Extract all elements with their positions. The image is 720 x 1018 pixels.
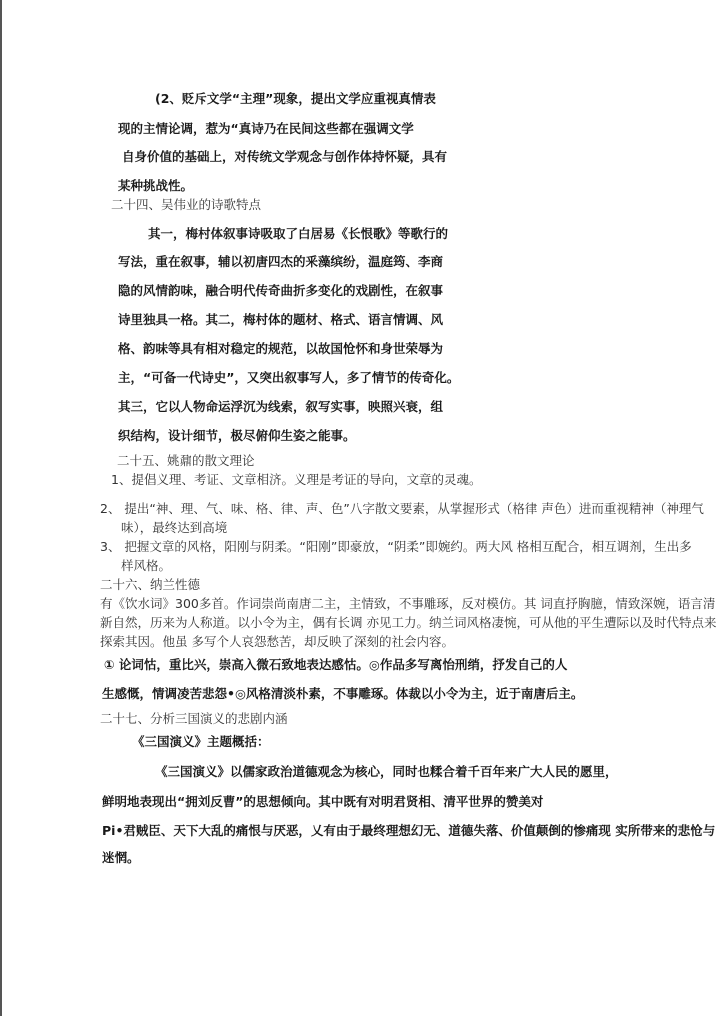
text-line: 2、 提出“神、理、气、味、格、律、声、色”八字散文要素，从掌握形式（格律 声色）进而重视精神（神理气 [100, 501, 704, 516]
text-line: 某种挑战性。 [118, 178, 194, 193]
text-line: 有《饮水词》300多首。作词崇尚南唐二主，主情致，不事雕琢，反对模仿。其 词直抒胸臆，情致深婉，语言清 [100, 596, 716, 611]
text-line: 现的主情论调，惹为“真诗乃在民间这些都在强调文学 [118, 121, 414, 136]
text-line: 味），最终达到高境 [121, 520, 228, 535]
text-line: 《三国演义》以儒家政治道德观念为核心，同时也糅合着千百年来广大人民的愿里， [155, 764, 618, 779]
text-line: 迷惘。 [102, 850, 140, 865]
section-heading: 二十七、分析三国演义的悲剧内涵 [100, 711, 288, 726]
text-line: 《三国演义》主题概括： [132, 734, 270, 749]
text-line: 写法，重在叙事，辅以初唐四杰的釆藻缤纷，温庭筠、李商 [118, 254, 444, 269]
text-line: 织结构，设计细节，极尽俯仰生姿之能事。 [118, 428, 356, 443]
text-line: 鲜明地表现出“拥刘反曹”的思想倾向。其中既有对明君贤相、清平世界的赞美对 [102, 794, 544, 809]
section-heading: 二十六、纳兰性德 [100, 577, 201, 592]
text-line: 其一，梅村体叙事诗吸取了白居易《长恨歌》等歌行的 [148, 226, 449, 241]
text-line: 3、 把握文章的风格，阳刚与阴柔。“阳刚”即豪放，“阴柔”即婉约。两大风 格相互配合，相互调剂，生出多 [100, 539, 692, 554]
text-line: 1、提倡义理、考证、文章相济。义理是考证的导向，文章的灵魂。 [111, 472, 482, 487]
text-line: Pi•君贼臣、天下大乱的痛恨与厌恶，乂有由于最终理想幻无、道德失落、价值颠倒的惨痛现 实所带来的悲怆与 [102, 823, 716, 838]
text-line: ① 论词怙，重比兴，崇高入微石致地表达感怙。◎作品多写离怡刑绡，抒发自己的人 [104, 657, 568, 672]
text-line: 格、韵味等具有相对稳定的规范，以故国怆怀和身世荣辱为 [118, 341, 444, 356]
text-line: 样风格。 [121, 558, 172, 573]
section-heading: 二十四、吴伟业的诗歌特点 [111, 197, 262, 212]
text-line: 探索其因。他虽 多写个人哀怨愁苦，却反映了深刻的社会内容。 [100, 634, 454, 649]
text-line: 诗里独具一格。其二，梅村体的题材、格式、语言情调、风 [118, 312, 444, 327]
text-line: 主，“可备一代诗史”，又突出叙事写人，多了情节的传奇化。 [118, 370, 460, 385]
text-line: 隐的风情韵味，融合明代传奇曲折多变化的戏剧性，在叙事 [118, 283, 444, 298]
text-line: 新自然，历来为人称道。以小令为主，偶有长调 亦见工力。纳兰词风格凄惋，可从他的平生遭际以及时代特点来 [100, 615, 717, 630]
section-heading: 二十五、姚鼐的散文理论 [117, 453, 255, 468]
text-line: 自身价值的基础上，对传统文学观念与创作体持怀疑，具有 [122, 149, 448, 164]
text-line: 其三，它以人物命运浮沉为线索，叙写实事，映照兴衰，组 [118, 399, 444, 414]
text-line: 生感慨，情调凌苦悲怨•◎风格清淡朴素，不事雕琢。体裁以小令为主，近于南唐后主。 [102, 686, 584, 701]
text-line: (2、贬斥文学“主理”现象，提出文学应重视真情表 [155, 91, 436, 106]
